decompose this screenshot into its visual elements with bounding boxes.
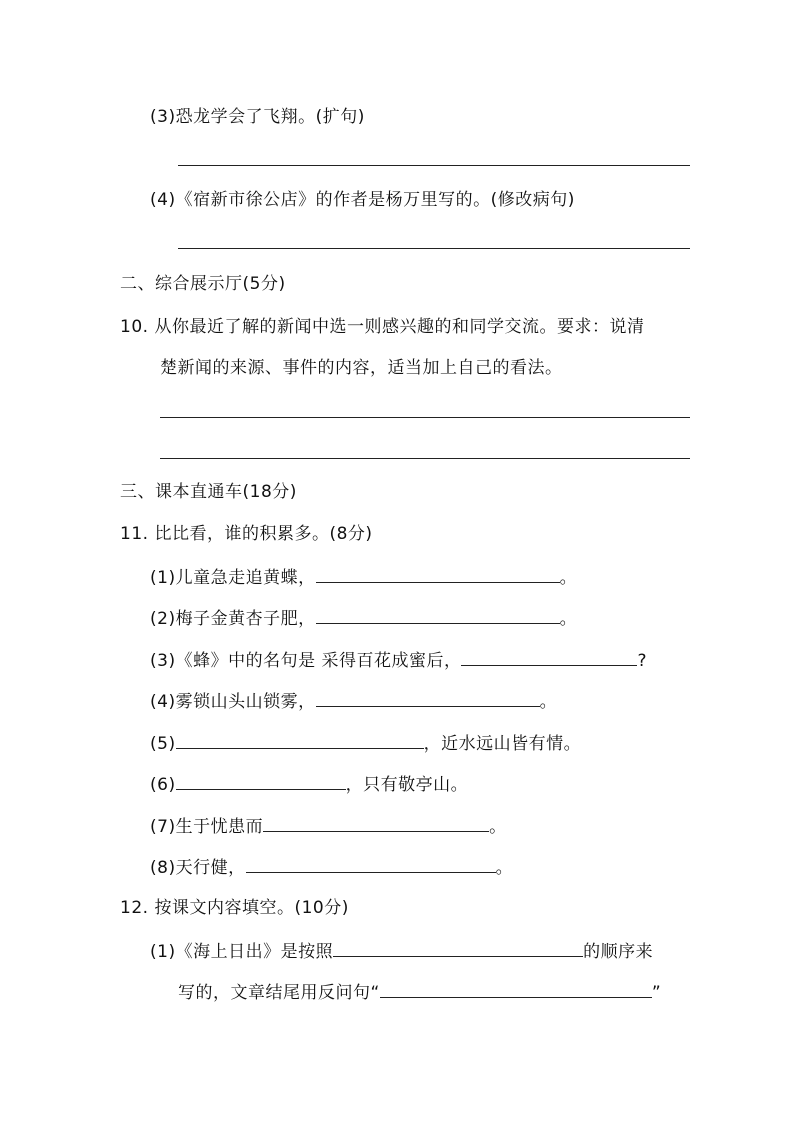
question-11: 11. 比比看，谁的积累多。(8分) xyxy=(120,524,373,544)
question-12: 12. 按课文内容填空。(10分) xyxy=(120,898,349,918)
question-12-1-continued xyxy=(178,980,661,1004)
blank-11-1[interactable] xyxy=(316,565,560,583)
question-11-4-prompt: (4)雾锁山头山锁雾， xyxy=(150,692,316,712)
question-11-8-end: 。 xyxy=(495,858,514,878)
question-11-3-prompt: (3)《蜂》中的名句是 采得百花成蜜后， xyxy=(150,651,462,671)
blank-11-3[interactable] xyxy=(461,648,637,666)
blank-12-1[interactable] xyxy=(333,939,583,957)
question-9-3: (3)恐龙学会了飞翔。(扩句) xyxy=(150,107,365,127)
question-10-line-2: 楚新闻的来源、事件的内容，适当加上自己的看法。 xyxy=(160,358,563,378)
answer-line-9-3[interactable] xyxy=(178,165,690,166)
question-11-6-end: ，只有敬亭山。 xyxy=(345,775,469,795)
answer-line-10-b[interactable] xyxy=(160,458,690,459)
blank-11-2[interactable] xyxy=(316,606,560,624)
question-11-3 xyxy=(150,648,647,672)
blank-11-7[interactable] xyxy=(263,814,489,832)
blank-11-8[interactable] xyxy=(246,855,496,873)
question-11-1-prompt: (1)儿童急走追黄蝶， xyxy=(150,568,316,588)
question-11-7-end: 。 xyxy=(489,817,507,837)
question-11-1-end: 。 xyxy=(559,568,578,588)
question-10-line-1: 10. 从你最近了解的新闻中选一则感兴趣的和同学交流。要求：说清 xyxy=(120,317,645,337)
question-11-4-end: 。 xyxy=(539,692,558,712)
question-11-8-prompt: (8)天行健， xyxy=(150,858,246,878)
question-11-2 xyxy=(150,606,577,630)
question-11-6 xyxy=(150,772,468,796)
question-12-1-continued-prompt: 写的，文章结尾用反问句“ xyxy=(178,983,380,1003)
question-11-5 xyxy=(150,731,581,755)
question-11-5-prompt: (5) xyxy=(150,734,176,754)
question-11-7-prompt: (7)生于忧患而 xyxy=(150,817,264,837)
section-2-heading: 二、综合展示厅(5分) xyxy=(120,274,286,294)
question-12-1-end: 的顺序来 xyxy=(583,942,654,962)
question-11-2-end: 。 xyxy=(559,609,578,629)
question-12-1-continued-end: ” xyxy=(651,983,662,1003)
question-11-5-end: ，近水远山皆有情。 xyxy=(423,734,582,754)
question-9-4: (4)《宿新市徐公店》的作者是杨万里写的。(修改病句) xyxy=(150,190,575,210)
question-11-8 xyxy=(150,855,513,879)
question-11-7 xyxy=(150,814,507,838)
question-11-1 xyxy=(150,565,577,589)
blank-11-4[interactable] xyxy=(316,689,540,707)
blank-11-6[interactable] xyxy=(176,772,346,790)
blank-12-1-quote[interactable] xyxy=(380,980,652,998)
question-11-6-prompt: (6) xyxy=(150,775,176,795)
answer-line-9-4[interactable] xyxy=(178,248,690,249)
question-11-3-end: ? xyxy=(637,651,648,671)
blank-11-5[interactable] xyxy=(176,731,424,749)
question-11-4 xyxy=(150,689,557,713)
question-11-2-prompt: (2)梅子金黄杏子肥， xyxy=(150,609,316,629)
section-3-heading: 三、课本直通车(18分) xyxy=(120,482,297,502)
question-12-1-prompt: (1)《海上日出》是按照 xyxy=(150,942,334,962)
question-12-1 xyxy=(150,939,653,963)
answer-line-10-a[interactable] xyxy=(160,417,690,418)
